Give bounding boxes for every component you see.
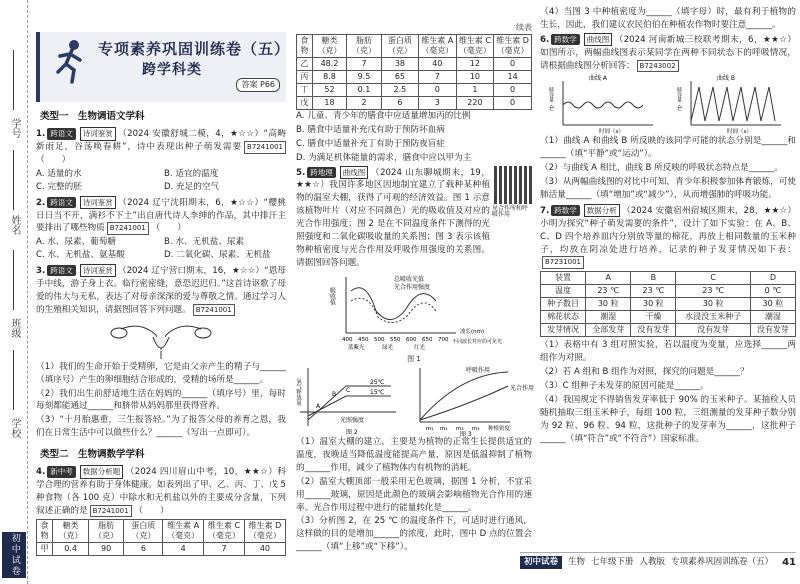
svg-text:15℃: 15℃: [370, 389, 385, 397]
qr-caption: 见合作所和呼吸作用: [492, 204, 529, 219]
germination-table: 装置 A B C D 温度 23 ℃ 23 ℃ 23 ℃ 0 ℃ 种子数目 30 粒 30 粒 30 粒 30 粒 棉花状态 潮湿 干燥 水浸没玉米种子 潮湿 发芽情况 全部发芽 没有发芽 没有发芽 没有发芽: [540, 271, 796, 337]
option: D. 充足的空气: [164, 181, 220, 192]
svg-text:种植密度: 种植密度: [488, 426, 511, 433]
option: C. 水、无机盐、氨基酸: [36, 250, 125, 261]
table-row: 棉花状态 潮湿 干燥 水浸没玉米种子 潮湿: [541, 311, 796, 324]
option: C. 完整的胚: [36, 181, 82, 192]
answer-ref: 答案 P66: [236, 78, 280, 92]
column-left: [36, 0, 291, 558]
footer-item: 人教版: [639, 557, 666, 568]
svg-text:550: 550: [390, 336, 401, 343]
option: A. 儿童、青少年的膳食中应适量增加丙的比例: [296, 111, 471, 121]
page-number: 41: [782, 557, 796, 568]
svg-text:C: C: [346, 387, 351, 395]
food-table-part2: 食物 糖类（克） 脂肪（克） 蛋白质（克） 维生素 A（毫克） 维生素 C（毫克） 维生素 D（毫克） 乙 48.2 7 38 40 12 0 丙 8.8 9.5 65 7 10 14 丁 52 0.1 2.5 0 1 0 戊 18 2 6 3 220 0: [296, 34, 532, 110]
svg-text:光合作用: 光合作用: [510, 385, 535, 393]
figure-2: [296, 364, 406, 436]
footer-item: 七年级下册: [591, 557, 634, 568]
svg-text:650: 650: [422, 336, 433, 343]
svg-text:光合作用强度: 光合作用强度: [394, 283, 431, 291]
svg-text:m₄: m₄: [472, 426, 480, 433]
table-row: 温度 23 ℃ 23 ℃ 23 ℃ 0 ℃: [541, 285, 796, 298]
question-7: 7. 跨数学 数据分析 （2024 安徽宿州宿城区期末，28，★★☆）小明为探究“种子萌发需要的条件”，设计了如下实验：在 A、B、C、D 四个培养皿内分别放等量的棉花，再放上相同数量的玉米种子，均放在阴凉处进行培养，记录的种子发芽情况如下表：B7231001 装置 A B C D 温度 23 ℃ 23 ℃ 23 ℃ 0 ℃ 种子数目 30 粒 30 粒 30 粒 30 粒 棉花状态 潮湿 干燥 水浸没玉米种子 潮湿 发芽情况 全部发芽 没有发芽 没有发芽 没有发芽 （1）表格中有 3 组对照实验，若以温度为变量，应选择______两组作为对照。 （2）若 A 组和 B 组作为对照，探究的问题是______？ （3）C 组种子未发芽的原因可能是______。 （4）我国规定不得销售发芽率低于 90% 的玉米种子。某抽检人员随机抽取三组玉米种子，每组 100 粒，三组测量的发芽种子数分别为 92 粒、96 粒、94 粒，这批种子的发芽率为______，这批种子______（填“符合”或“不符合”）国家标准。: [540, 205, 796, 444]
svg-text:图 2: 图 2: [346, 429, 358, 437]
svg-text:图 3: 图 3: [460, 431, 472, 439]
svg-text:氧气释放量: 氧气释放量: [295, 378, 301, 406]
svg-text:400: 400: [342, 336, 353, 343]
option: A. 适量的水: [36, 168, 82, 179]
divider: [13, 250, 14, 310]
title-banner: [36, 32, 291, 102]
question-2: 2. 跨语文 诗词鉴赏 （2024 辽宁沈阳期末，6，★☆☆）“樱桃日日当不开，满衫不下土”出自唐代诗人李绅的作品，其中排汗主要排出了哪些物质 B7241001 （ ） A. 水、尿素、葡萄糖 B. 水、无机盐、尿素 C. 水、无机盐、氨基酸 D. 二氧化碳、尿素、无机盐: [36, 197, 286, 261]
footer-brand: 初中试卷: [520, 556, 562, 569]
sub-question: （2）温室大棚顶部一般采用无色玻璃，据图 1 分析，不宜采用______玻璃，原因是此颜色的玻璃会影响植物光合作用的速率。光合作用过程中进行的能量转化是______。: [296, 476, 532, 513]
svg-text:m₁: m₁: [426, 426, 434, 433]
question-3: 3. 跨语文 诗词鉴赏 （2024 辽宁营口期末，16，★☆☆）“恩母手中线，游子身上衣。临行密密缝，意恐迟迟归。”这首诗讴歌了母爱的伟大与无私，表达了对母亲深深的爱与尊敬之情。通过学习人的生殖相关知识，请据图回答下列问题。 B7241001 （1）我们的生命开始于受精卵，它是由父亲产生的精子与______（填序号）产生的卵细胞结合形成的，受精的场所是______。 （2）我们出生前舒适地生活在妈妈的______（填序号）里，每时每刻都能通过______和脐带从妈妈那里获得营养。 （3）“十月胎惠重，三生报答轻。”为了报答父母的养育之恩，我们在日常生活中可以做些什么？______（写出一点即可）。: [36, 266, 286, 439]
svg-text:波长(nm): 波长(nm): [460, 328, 485, 335]
table-row: 种子数目 30 粒 30 粒 30 粒 30 粒: [541, 298, 796, 311]
svg-text:红光: 红光: [414, 344, 426, 351]
sub-question: （2）若 A 组和 B 组作为对照，探究的问题是______？: [540, 367, 749, 378]
uterus-diagram: [101, 319, 221, 359]
banner-subtitle: 跨学科类: [142, 62, 202, 78]
sub-question: （3）“十月胎惠重，三生报答轻。”为了报答父母的养育之恩，我们在日常生活中可以做些什么？______（写出一点即可）。: [36, 415, 286, 439]
question-1: 1. 跨语文 诗词鉴赏 （2024 安徽舒城二模，4，★☆☆）“高畴新雨足，谷荡唤春耕”，诗中表现出种子萌发需要 B7241001 （ ） A. 适量的水 B. 适宜的温度 C. 完整的胚 D. 充足的空气: [36, 129, 286, 192]
svg-text:时间（s）: 时间（s）: [599, 129, 624, 136]
svg-text:600: 600: [406, 336, 417, 343]
sub-question: （3）C 组种子未发芽的原因可能是______。: [540, 381, 709, 392]
sub-question: （1）曲线 A 和曲线 B 所反映的该同学可能的状态分别是______和______（填“平静”或“运动”）。: [540, 136, 796, 160]
table-row: 乙 48.2 7 38 40 12 0: [297, 58, 532, 71]
option: D. 为满足机体能量的需求，膳食中应以甲为主: [296, 152, 472, 163]
sub-question: （2）与曲线 A 相比，曲线 B 所反映的呼吸状态特点是______。: [540, 163, 784, 174]
svg-text:呼吸作用: 呼吸作用: [466, 367, 491, 375]
question-text: （2024 辽宁沈阳期末，6，★☆☆）“樱桃日日当不开，满衫不下土”出自唐代诗人李绅的作品，其中排汗主要排出了哪些物质: [36, 197, 286, 234]
svg-text:B: B: [332, 391, 337, 399]
question-text: （2024 四川眉山中考，10，★★☆）科学合理的营养有助于身体健康。如表列出了甲、乙、丙、丁、戊 5 种食物（各 100 克）中除水和无机盐以外的主要成分含量，下列叙述正确的是: [36, 467, 286, 516]
svg-text:曲线 B: 曲线 B: [717, 75, 736, 83]
breath-chart-b: [677, 73, 787, 135]
question-text: （2024 安徽舒城二模，4，★☆☆）“高畴新雨足，谷荡唤春耕”，诗中表现出种子萌发需要: [36, 129, 286, 153]
question-text: （2024 安徽宿州宿城区期末，28，★★☆）小明为探究“种子萌发需要的条件”，设计了如下实验：在 A、B、C、D 四个培养皿内分别放等量的棉花，再放上相同数量的玉米种子，均放在阴凉处进行培养，记录的种子发芽情况如下表：: [540, 205, 796, 255]
page-footer: [520, 552, 796, 572]
figure-3: [410, 364, 535, 439]
sub-question: （3）分析图 2，在 25 ℃ 的温度条件下，可适时进行通风，这样做的目的是增加______的浓度，此时，图中 D 点的位置会______（填“上移”或“下移”）。: [296, 516, 532, 553]
column-middle: [295, 0, 535, 556]
figure-1: [296, 271, 532, 353]
svg-text:450: 450: [358, 336, 369, 343]
sub-question: （1）我们的生命开始于受精卵，它是由父亲产生的精子与______（填序号）产生的卵细胞结合形成的，受精的场所是______。: [36, 361, 286, 385]
binding-label: 姓名: [9, 215, 20, 235]
option: A. 水、尿素、葡萄糖: [36, 237, 116, 248]
option: B. 膳食中适量补充戊有助于预防坏血病: [296, 124, 445, 135]
section-heading: 类型二 生物调数学学科: [40, 449, 145, 461]
svg-text:吸收值: 吸收值: [328, 286, 336, 305]
question-code: B7241001: [244, 141, 286, 154]
footer-item: 专项素养巩固训练卷（五）: [671, 557, 774, 568]
svg-text:曲线 A: 曲线 A: [589, 75, 608, 83]
svg-text:700: 700: [438, 336, 449, 343]
sub-question: （1）表格中有 3 组对照实验，若以温度为变量，应选择______两组作为对照。: [540, 340, 796, 364]
option: C. 膳食中适量补充丁有助于预防夜盲症: [296, 138, 445, 149]
sub-question: （3）从两幅曲线图的对比中可知，青少年积极参加体育锻炼，可使肺活量______（填“增加”或“减少”），从而增强肺的呼吸功能。: [540, 177, 796, 201]
sub-question: （2）我们出生前舒适地生活在妈妈的______（填序号）里，每时每刻都能通过______和脐带从妈妈那里获得营养。: [36, 388, 286, 412]
question-4: 4. 新中考 数据分析题 （2024 四川眉山中考，10，★★☆）科学合理的营养有助于身体健康。如表列出了甲、乙、丙、丁、戊 5 种食物（各 100 克）中除水和无机盐以外的主要成分含量，下列叙述正确的是 B7241001 （ ） 食物 糖类（克） 脂肪（克） 蛋白质（克） 维生素 A（毫克） 维生素 C（毫克） 维生素 D（毫克） 甲 0.4 90 6 4 7 40: [36, 465, 286, 556]
sub-question: （1）温室大棚的建立，主要是为植物的正常生长提供适宜的温度，夜晚适当降低温度能提高产量，原因是低温抑制了植物的______作用，减少了植物体内有机物的消耗。: [296, 437, 532, 473]
column-right: [540, 6, 796, 447]
divider: [13, 150, 14, 210]
binding-label: 班级: [9, 318, 20, 338]
svg-text:蓝紫光: 蓝紫光: [348, 344, 365, 351]
qr-code[interactable]: [494, 166, 532, 204]
svg-text:总吸收光值: 总吸收光值: [394, 275, 425, 283]
figure-caption: 图 1: [407, 354, 421, 363]
divider: [13, 50, 14, 110]
sub-question: （4）当图 3 中种植密度为______（填字母）时，最有利于植物的生长，因此，我们建议农民伯伯在种植农作物时要注意______。: [540, 7, 796, 30]
table-row: 发芽情况 全部发芽 没有发芽 没有发芽 没有发芽: [541, 324, 796, 337]
breath-chart-a: [549, 73, 659, 135]
table-row: 丙 8.8 9.5 65 7 10 14: [297, 71, 532, 84]
option: D. 二氧化碳、尿素、无机盐: [164, 250, 271, 261]
footer-item: 生物: [568, 557, 586, 568]
section-heading: 类型一 生物调语文学科: [40, 111, 145, 122]
table-row: 甲 0.4 90 6 4 7 40: [37, 542, 286, 555]
runner-icon: [50, 38, 90, 84]
svg-text:25℃: 25℃: [370, 379, 385, 387]
table-row: 戊 18 2 6 3 220 0: [297, 97, 532, 110]
corner-logo: 初中试卷: [2, 532, 26, 578]
svg-text:时间（s）: 时间（s）: [727, 129, 752, 136]
svg-text:光照强度: 光照强度: [340, 417, 365, 425]
food-table-part1: 食物 糖类（克） 脂肪（克） 蛋白质（克） 维生素 A（毫克） 维生素 C（毫克） 维生素 D（毫克） 甲 0.4 90 6 4 7 40: [36, 519, 286, 556]
svg-text:A: A: [316, 403, 321, 411]
banner-title: 专项素养巩固训练卷（五）: [98, 40, 291, 58]
svg-text:肺容量（L）: 肺容量（L）: [548, 87, 554, 116]
binding-label: 学号: [9, 118, 20, 138]
type-tag: 诗词鉴赏: [80, 127, 116, 140]
subject-tag: 跨语文: [47, 128, 76, 139]
question-text: （2024 河南新城三校联考期末，6，★★☆）如图所示，两幅曲线图表示某同学在两种不同状态下的呼吸情况，请根据曲线图分析回答：: [540, 34, 796, 71]
table-row: 丁 52 0.1 2.5 0 1 0: [297, 84, 532, 97]
binding-margin: [0, 0, 28, 584]
question-6: 6. 跨数学 曲线图 （2024 河南新城三校联考期末，6，★★☆）如图所示，两幅曲线图表示某同学在两种不同状态下的呼吸情况，请根据曲线图分析回答： B7243002 曲线 A 肺容量（L） 时间（s） 曲线 B 肺容量（L） 时间（s） （1）曲线 A 和曲线 B 所反映的该同学可能的状态分别是______和______（填“平静”或“运动”）。 （2）与曲线 A 相比，曲线 B 所反映的呼吸状态特点是______。 （3）从两幅曲线图的对比中可知，青少年积极参加体育锻炼，可使肺活量______（填“增加”或“减少”），从而增强肺的呼吸功能。: [540, 34, 796, 201]
question-text: （2024 山东聊城期末，19，★★☆）我国许多地区因地制宜建立了载种某种植物的温室大棚，获得了可观的经济效益。图 1 示意该植物叶片（对应不同颜色）光的吸收值及对应的光合作用强度；图 2 是在不同温度条件下测得的光照强度和二氧化碳吸收量的关系图；图 3 表示该植物种植密度与光合作用及呼吸作用强度的关系图。请据图回答问题。: [296, 167, 490, 268]
svg-text:肺容量（L）: 肺容量（L）: [676, 87, 682, 116]
svg-text:500: 500: [374, 336, 385, 343]
svg-text:m₂: m₂: [440, 426, 448, 433]
binding-label: 学校: [9, 418, 20, 438]
svg-text:绿光: 绿光: [382, 344, 394, 351]
option: B. 水、无机盐、尿素: [164, 237, 245, 248]
question-5: 5. 跨地理 曲线图 （2024 山东聊城期末，19，★★☆）我国许多地区因地制宜建立了载种某种植物的温室大棚，获得了可观的经济效益。图 1 示意该植物叶片（对应不同颜色）光的吸收值及对应的光合作用强度；图 2 是在不同温度条件下测得的光照强度和二氧化碳吸收量的关系图；图 3 表示该植物种植密度与光合作用及呼吸作用强度的关系图。请据图回答问题。 见合作所和呼吸作用 吸收值 总吸收光值 光合作用强度 400 450 500 550 600 650 700 波长(nm) 蓝紫光 绿光 红光 不同波长对应的可见光 图 1 氧气释放量 25℃ 15℃ A B C 光照强度 图 2 呼吸作用 光合作用 m₁ m₂ m₃ m₄ 种植密度 图 3 （1）温室大棚的建立，主要是为植物的正常生长提供适宜的温度，夜晚适当降低温度能提高产量，原因是低温抑制了植物的______作用，减少了植物体内有机物的消耗。 （2）温室大棚顶部一般采用无色玻璃，据图 1 分析，不宜采用______玻璃，原因是此颜色的玻璃会影响植物光合作用的速率。光合作用过程中进行的能量转化是______。 （3）分析图 2，在 25 ℃ 的温度条件下，可适时进行通风，这样做的目的是增加______的浓度，此时，图中 D 点的位置会______（填“上移”或“下移”）。: [295, 167, 535, 553]
sub-question: （4）我国规定不得销售发芽率低于 90% 的玉米种子。某抽检人员随机抽取三组玉米种子，每组 100 粒，三组测量的发芽种子数分别为 92 粒、96 粒、94 粒，这批种子的发芽率为______，这批种子______（填“符合”或“不符合”）国家标准。: [540, 394, 796, 444]
svg-text:m₃: m₃: [456, 426, 464, 433]
option: B. 适宜的温度: [164, 168, 219, 179]
question-text: （2024 辽宁营口期末，16，★☆☆）“恩母手中线，游子身上衣。临行密密缝，意恐迟迟归。”这首诗讴歌了母爱的伟大与无私，表达了对母亲深深的爱与尊敬之情。通过学习人的生殖相关知识，请据图回答下列问题。: [36, 266, 286, 315]
continued-label: 续表: [516, 23, 532, 32]
divider: [13, 350, 14, 410]
svg-text:不同波长对应的可见光: 不同波长对应的可见光: [452, 338, 503, 345]
